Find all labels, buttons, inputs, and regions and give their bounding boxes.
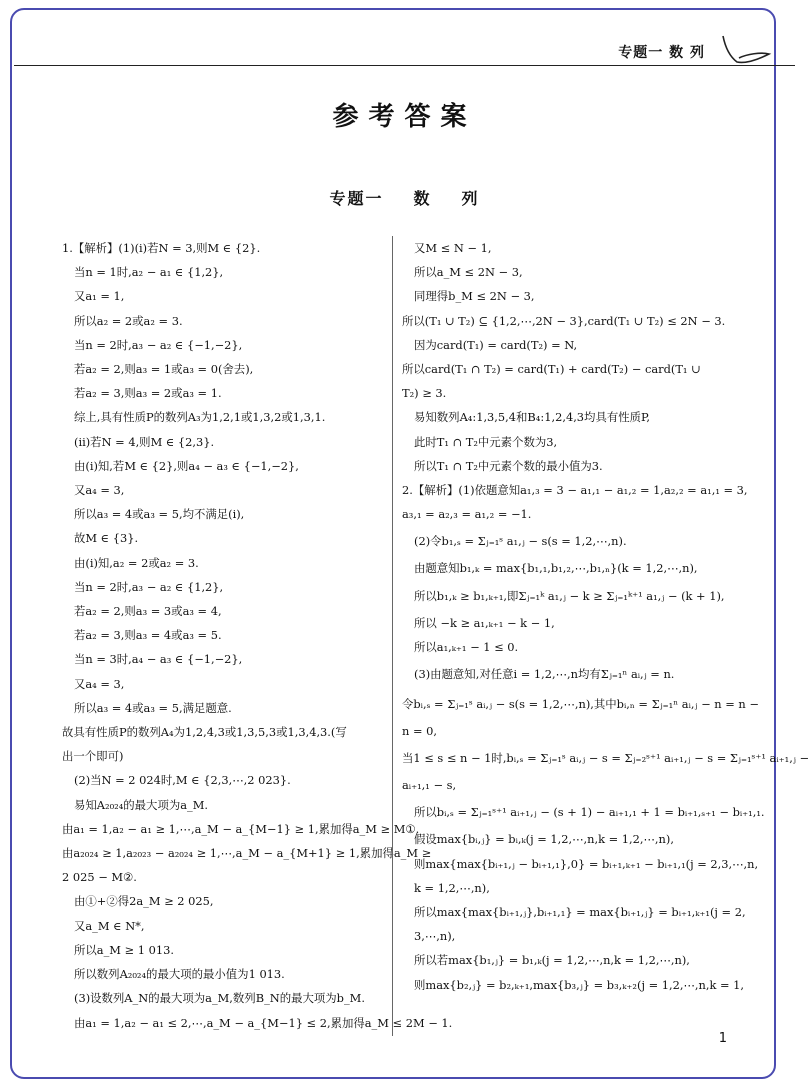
running-header <box>14 40 795 66</box>
right-text-line: 所以bᵢ,ₛ = Σⱼ₌₁ˢ⁺¹ aᵢ₊₁,ⱼ − (s + 1) − aᵢ₊₁,₁ + 1 = bᵢ₊₁,ₛ₊₁ − bᵢ₊₁,₁. <box>414 805 765 820</box>
left-text-line: 若a₂ = 2,则a₃ = 1或a₃ = 0(舍去), <box>74 362 254 377</box>
left-text-line: 当n = 1时,a₂ − a₁ ∈ {1,2}, <box>74 265 224 280</box>
left-text-line: 综上,具有性质P的数列A₃为1,2,1或1,3,2或1,3,1. <box>74 410 326 425</box>
section-title-part2: 数 <box>413 189 432 208</box>
right-text-line: 所以card(T₁ ∩ T₂) = card(T₁) + card(T₂) − card(T₁ ∪ <box>402 362 701 377</box>
left-text-line: 由(ⅰ)知,若M ∈ {2},则a₄ − a₃ ∈ {−1,−2}, <box>74 458 299 473</box>
left-text-line: (3)设数列A_N的最大项为a_M,数列B_N的最大项为b_M. <box>74 991 365 1006</box>
right-text-line: 此时T₁ ∩ T₂中元素个数为3, <box>414 434 558 449</box>
right-text-line: (3)由题意知,对任意i = 1,2,⋯,n均有Σⱼ₌₁ⁿ aᵢ,ⱼ = n. <box>414 667 675 682</box>
right-text-line: 所以 −k ≥ a₁,ₖ₊₁ − k − 1, <box>414 615 555 630</box>
left-text-line: 若a₂ = 3,则a₃ = 2或a₃ = 1. <box>74 386 222 401</box>
right-text-line: 所以a₁,ₖ₊₁ − 1 ≤ 0. <box>414 639 519 654</box>
left-text-line: 所以数列A₂₀₂₄的最大项的最小值为1 013. <box>74 967 285 982</box>
header-swirl-icon <box>717 34 777 66</box>
right-text-line: 所以T₁ ∩ T₂中元素个数的最小值为3. <box>414 458 603 473</box>
left-text-line: 所以a₂ = 2或a₂ = 3. <box>74 313 183 328</box>
left-text-line: 所以a₃ = 4或a₃ = 5,均不满足(ⅰ), <box>74 507 245 522</box>
left-text-line: 由(ⅰ)知,a₂ = 2或a₂ = 3. <box>74 555 199 570</box>
right-text-line: 当1 ≤ s ≤ n − 1时,bᵢ,ₛ = Σⱼ₌₁ˢ aᵢ,ⱼ − s = Σⱼ₌₂ˢ⁺¹ aᵢ₊₁,ⱼ − s = Σⱼ₌₁ˢ⁺¹ aᵢ₊₁,ⱼ − <box>402 751 809 766</box>
left-text-line: 由a₂₀₂₄ ≥ 1,a₂₀₂₃ − a₂₀₂₄ ≥ 1,⋯,a_M − a_{M+1} ≥ 1,累加得a_M ≥ <box>62 846 432 861</box>
left-text-line: 所以a₃ = 4或a₃ = 5,满足题意. <box>74 700 232 715</box>
left-text-line: 当n = 2时,a₃ − a₂ ∈ {−1,−2}, <box>74 337 243 352</box>
running-title: 专题一 数 列 <box>618 45 705 61</box>
right-text-line: aᵢ₊₁,₁ − s, <box>402 778 457 793</box>
left-text-line: 1.【解析】(1)(ⅰ)若N = 3,则M ∈ {2}. <box>62 241 261 255</box>
left-text-line: 易知A₂₀₂₄的最大项为a_M. <box>74 797 208 812</box>
section-title <box>0 186 809 209</box>
right-text-line: T₂) ≥ 3. <box>402 386 447 401</box>
right-text-line: 3,⋯,n), <box>414 929 456 944</box>
right-text-line: (2)令b₁,ₛ = Σⱼ₌₁ˢ a₁,ⱼ − s(s = 1,2,⋯,n). <box>414 534 627 549</box>
section-title-part1: 专题一 <box>329 189 384 208</box>
left-text-line: 又a₄ = 3, <box>74 483 125 498</box>
left-text-line: 若a₂ = 2,则a₃ = 3或a₃ = 4, <box>74 604 222 619</box>
left-text-line: 由a₁ = 1,a₂ − a₁ ≥ 1,⋯,a_M − a_{M−1} ≥ 1,累加得a_M ≥ M①. <box>62 821 420 836</box>
left-text-line: 当n = 3时,a₄ − a₃ ∈ {−1,−2}, <box>74 652 243 667</box>
column-divider <box>392 236 393 1036</box>
right-text-line: 所以若max{b₁,ⱼ} = b₁,ₖ(j = 1,2,⋯,n,k = 1,2,⋯,n), <box>414 953 690 968</box>
left-text-line: 故具有性质P的数列A₄为1,2,4,3或1,3,5,3或1,3,4,3.(写 <box>62 725 347 740</box>
left-text-line: 若a₂ = 3,则a₃ = 4或a₃ = 5. <box>74 628 222 643</box>
left-text-line: 2 025 − M②. <box>62 870 137 885</box>
right-text-line: 2.【解析】(1)依题意知a₁,₃ = 3 − a₁,₁ − a₁,₂ = 1,a₂,₂ = a₁,₁ = 3, <box>402 483 748 498</box>
left-text-line: 又a_M ∈ N*, <box>74 918 145 933</box>
right-text-line: 所以max{max{bᵢ₊₁,ⱼ},bᵢ₊₁,₁} = max{bᵢ₊₁,ⱼ} = bᵢ₊₁,ₖ₊₁(j = 2, <box>414 905 746 920</box>
right-text-line: 同理得b_M ≤ 2N − 3, <box>414 289 535 304</box>
right-text-line: k = 1,2,⋯,n), <box>414 880 490 895</box>
right-column <box>402 236 809 997</box>
left-text-line: (ⅱ)若N = 4,则M ∈ {2,3}. <box>74 434 215 449</box>
left-text-line: 故M ∈ {3}. <box>74 531 139 546</box>
page-title: 参考答案 <box>332 102 477 132</box>
right-text-line: 因为card(T₁) = card(T₂) = N, <box>414 337 578 352</box>
right-text-line: 则max{max{bᵢ₊₁,ⱼ − bᵢ₊₁,₁},0} = bᵢ₊₁,ₖ₊₁ − bᵢ₊₁,₁(j = 2,3,⋯,n, <box>414 856 759 871</box>
right-text-line: 所以a_M ≤ 2N − 3, <box>414 265 523 280</box>
left-text-line: 又a₁ = 1, <box>74 289 125 304</box>
right-text-line: 易知数列A₄:1,3,5,4和B₄:1,2,4,3均具有性质P, <box>414 410 650 425</box>
right-text-line: 又M ≤ N − 1, <box>414 241 492 255</box>
right-text-line: 所以b₁,ₖ ≥ b₁,ₖ₊₁,即Σⱼ₌₁ᵏ a₁,ⱼ − k ≥ Σⱼ₌₁ᵏ⁺¹ a₁,ⱼ − (k + 1), <box>414 588 725 603</box>
left-text-line: 出一个即可) <box>62 749 124 764</box>
left-text-line: 当n = 2时,a₃ − a₂ ∈ {1,2}, <box>74 579 224 594</box>
left-text-line: 又a₄ = 3, <box>74 676 125 691</box>
section-title-part3: 列 <box>461 189 480 208</box>
right-text-line: 假设max{bᵢ,ⱼ} = bᵢ,ₖ(j = 1,2,⋯,n,k = 1,2,⋯,n), <box>414 832 674 847</box>
left-text-line: (2)当N = 2 024时,M ∈ {2,3,⋯,2 023}. <box>74 773 291 788</box>
left-text-line: 所以a_M ≥ 1 013. <box>74 942 174 957</box>
left-text-line: 由a₁ = 1,a₂ − a₁ ≤ 2,⋯,a_M − a_{M−1} ≤ 2,累加得a_M ≤ 2M − 1. <box>74 1015 453 1030</box>
right-text-line: 由题意知b₁,ₖ = max{b₁,₁,b₁,₂,⋯,b₁,ₙ}(k = 1,2,⋯,n), <box>414 561 698 576</box>
right-text-line: n = 0, <box>402 724 437 739</box>
header-rule <box>14 65 795 66</box>
right-text-line: 则max{b₂,ⱼ} = b₂,ₖ₊₁,max{b₃,ⱼ} = b₃,ₖ₊₂(j = 1,2,⋯,n,k = 1, <box>414 977 745 992</box>
right-text-line: a₃,₁ = a₂,₃ = a₁,₂ = −1. <box>402 507 532 522</box>
left-text-line: 由①+②得2a_M ≥ 2 025, <box>74 894 214 909</box>
page-number: 1 <box>718 1031 727 1046</box>
right-text-line: 所以(T₁ ∪ T₂) ⊆ {1,2,⋯,2N − 3},card(T₁ ∪ T₂) ≤ 2N − 3. <box>402 313 726 328</box>
right-text-line: 令bᵢ,ₛ = Σⱼ₌₁ˢ aᵢ,ⱼ − s(s = 1,2,⋯,n),其中bᵢ,ₙ = Σⱼ₌₁ⁿ aᵢ,ⱼ − n = n − <box>402 697 759 712</box>
